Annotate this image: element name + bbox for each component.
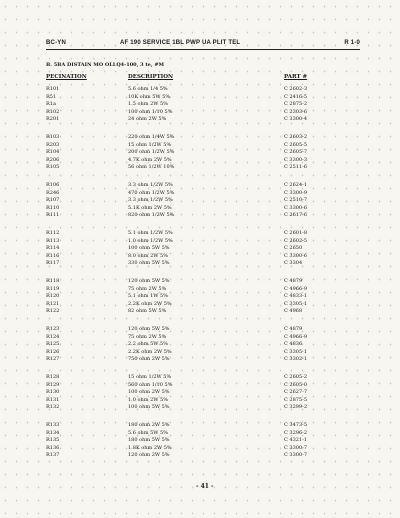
parts-row-part: C 2303-6: [284, 108, 308, 115]
parts-row-desc: 24 ohm 2W 5%: [128, 116, 167, 123]
parts-row-desc: 5.1K ohm 2W 5%: [128, 204, 172, 211]
parts-row-ref: R134: [46, 429, 60, 436]
parts-row-part: C 2602-3: [284, 86, 308, 92]
parts-row: [0, 430, 400, 437]
parts-row-desc: 1.5 ohm 2W 5%: [128, 101, 168, 108]
parts-row-part: C 4879: [284, 326, 303, 332]
parts-row-desc: 220 ohm 1/4W 5%: [128, 134, 175, 140]
parts-row-desc: 120 ohm 5W 5%: [128, 278, 170, 284]
parts-row-part: C 2624-1: [284, 182, 308, 188]
parts-row: [0, 212, 400, 219]
parts-row-part: C 2875-2: [284, 101, 308, 108]
parts-row-desc: 750 ohm 2W 5%: [128, 356, 170, 363]
parts-row-ref: R201: [46, 116, 60, 123]
column-header-part: PART #: [284, 74, 308, 80]
parts-row-ref: R135: [46, 437, 60, 444]
parts-row-part: C 3299-2: [284, 404, 308, 411]
parts-row-part: C 3300-3: [284, 156, 308, 163]
parts-row: [0, 341, 400, 348]
header-rule: [46, 49, 360, 50]
parts-row: [0, 437, 400, 444]
parts-row-desc: 2.2K ohm 2W 5%: [128, 300, 172, 307]
parts-row-ref: R1a: [46, 101, 56, 108]
parts-row-part: C 3300-7: [284, 444, 308, 451]
parts-row: [0, 134, 400, 141]
section-title: B. 5BA DISTAIN MO OLLQ4-100, 3 te, #M: [46, 62, 165, 68]
parts-row-desc: 3.3 ohm 1/2W 5%: [128, 182, 173, 188]
parts-row: [0, 389, 400, 396]
parts-row: [0, 278, 400, 285]
parts-row-ref: R116: [46, 252, 60, 259]
parts-row-part: C 2511-6: [284, 164, 308, 171]
parts-row-part: C 3300-9: [284, 189, 308, 196]
parts-row-part: C 4966-9: [284, 285, 308, 292]
parts-row: [0, 286, 400, 293]
parts-row-desc: 100 ohm 2W 5%: [128, 389, 170, 396]
parts-row: [0, 293, 400, 300]
parts-row-part: C 4966-9: [284, 333, 308, 340]
parts-row: [0, 382, 400, 389]
parts-row-part: C 4833-1: [284, 293, 308, 300]
parts-row: [0, 253, 400, 260]
parts-row-desc: 75 ohm 2W 5%: [128, 285, 167, 292]
parts-row-desc: 820 ohm 1/2W 5%: [128, 212, 175, 219]
parts-row: [0, 356, 400, 363]
parts-row-desc: 1.0 ohm 2W 5%: [128, 396, 168, 403]
parts-row-desc: 56 ohm 1/2W 10%: [128, 164, 175, 171]
parts-row-part: C 4968: [284, 308, 303, 315]
parts-row-ref: R132: [46, 404, 60, 411]
parts-row-ref: R123: [46, 326, 60, 332]
parts-row-ref: R125: [46, 341, 60, 348]
parts-row: [0, 452, 400, 459]
parts-row-part: C 2875-5: [284, 396, 308, 403]
parts-row-desc: 120 ohm 2W 5%: [128, 452, 170, 459]
parts-row-part: C 2605-5: [284, 141, 308, 148]
parts-row-desc: 5.6 ohm 1/4 5%: [128, 86, 168, 92]
parts-row-desc: 180 ohm 2W 5%: [128, 422, 170, 428]
parts-row-desc: 560 ohm 1/10 5%: [128, 381, 173, 388]
parts-row: [0, 109, 400, 116]
parts-row-ref: R112: [46, 230, 60, 236]
parts-row-ref: R119: [46, 285, 60, 292]
parts-row-part: C 3300-6: [284, 204, 308, 211]
parts-row-part: C 2605-7: [284, 149, 308, 156]
parts-row: [0, 182, 400, 189]
parts-row: [0, 349, 400, 356]
parts-row: [0, 197, 400, 204]
header-revision: R 1-0: [344, 40, 360, 46]
parts-row-part: C 3296-2: [284, 429, 308, 436]
parts-row-ref: R51: [46, 93, 57, 100]
parts-row-desc: 3.3 ohm 1/2W 5%: [128, 197, 173, 204]
parts-row-ref: R107: [46, 197, 60, 204]
parts-row-desc: 5.1 ohm 1/2W 5%: [128, 230, 173, 236]
parts-row-part: C 2605-0: [284, 381, 308, 388]
column-header-description: DESCRIPTION: [128, 74, 174, 80]
parts-row: [0, 374, 400, 381]
parts-row-ref: R120: [46, 293, 60, 300]
parts-row-desc: 2.2 ohm 5W 5%: [128, 341, 168, 348]
parts-row: [0, 326, 400, 333]
page-number: - 41 -: [196, 483, 214, 490]
parts-row-part: C 2416-5: [284, 93, 308, 100]
parts-row-ref: R133: [46, 422, 60, 428]
parts-row-desc: 180 ohm 5W 5%: [128, 437, 170, 444]
parts-row-part: C 3304: [284, 260, 303, 267]
parts-row-desc: 8.0 ohm 2W 5%: [128, 252, 168, 259]
parts-row-desc: 15 ohm 1/2W 5%: [128, 141, 172, 148]
parts-row-desc: 100 ohm 1/10 5%: [128, 108, 173, 115]
parts-row: [0, 101, 400, 108]
parts-row-desc: 330 ohm 5W 5%: [128, 260, 170, 267]
parts-row-part: C 3305-1: [284, 348, 308, 355]
parts-row-part: C 2510-7: [284, 197, 308, 204]
parts-row-ref: R130: [46, 389, 60, 396]
parts-row: [0, 142, 400, 149]
parts-row-ref: R246: [46, 189, 60, 196]
parts-row-part: C 3305-1: [284, 300, 308, 307]
parts-row: [0, 397, 400, 404]
parts-row-ref: R117: [46, 260, 60, 267]
parts-row-desc: 120 ohm 5W 5%: [128, 326, 170, 332]
parts-row-part: C 4836: [284, 341, 303, 348]
parts-row-ref: R103: [46, 134, 60, 140]
parts-row: [0, 334, 400, 341]
parts-row-part: C 2617-6: [284, 212, 308, 219]
parts-row: [0, 157, 400, 164]
parts-row-desc: 75 ohm 2W 5%: [128, 333, 167, 340]
parts-row-ref: R129: [46, 381, 60, 388]
parts-row-ref: R206: [46, 156, 60, 163]
parts-row: [0, 116, 400, 123]
parts-row-part: C 2627-7: [284, 389, 308, 396]
parts-row: [0, 86, 400, 93]
parts-row: [0, 445, 400, 452]
parts-row-part: C 2650: [284, 245, 303, 252]
parts-row: [0, 308, 400, 315]
parts-row-ref: R136: [46, 444, 60, 451]
parts-row-part: C 3300-4: [284, 116, 308, 123]
parts-row-ref: R122: [46, 308, 60, 315]
parts-row-part: C 2605-2: [284, 374, 308, 380]
column-header-ref: PECINATION: [46, 74, 87, 80]
parts-row-part: C 3300-6: [284, 252, 308, 259]
parts-row-ref: R113: [46, 237, 60, 244]
parts-row-ref: R102: [46, 108, 60, 115]
parts-row: [0, 230, 400, 237]
parts-row-ref: R111: [46, 212, 60, 219]
parts-row-desc: 5.6 ohm 5W 5%: [128, 429, 168, 436]
parts-row-ref: R114: [46, 245, 60, 252]
parts-row-ref: R118: [46, 278, 60, 284]
parts-row-desc: 82 ohm 5W 5%: [128, 308, 167, 315]
parts-row-part: C 2602-5: [284, 237, 308, 244]
parts-row-ref: R124: [46, 333, 60, 340]
parts-row: [0, 404, 400, 411]
parts-row-ref: R137: [46, 452, 60, 459]
parts-row-part: C 3473-5: [284, 422, 308, 428]
parts-row-part: C 2601-8: [284, 230, 308, 236]
parts-row-desc: 470 ohm 1/2W 5%: [128, 189, 175, 196]
parts-row-ref: R101: [46, 86, 60, 92]
parts-row-ref: R203: [46, 141, 60, 148]
parts-row-desc: 100 ohm 5W 5%: [128, 245, 170, 252]
parts-row: [0, 205, 400, 212]
parts-row-ref: R131: [46, 396, 60, 403]
header-title: AF 190 SERVICE 1BL PWP UA PLIT TEL: [120, 40, 241, 46]
parts-row-part: C 4321-1: [284, 437, 308, 444]
header-model: BC-YN: [46, 40, 66, 46]
parts-row-part: C 3302-1: [284, 356, 308, 363]
parts-row-ref: R127: [46, 356, 60, 363]
parts-row-ref: R105: [46, 164, 60, 171]
parts-row-part: C 3300-7: [284, 452, 308, 459]
parts-row: [0, 422, 400, 429]
parts-row-desc: 1.0 ohm 1/2W 5%: [128, 237, 173, 244]
parts-row-ref: R126: [46, 348, 60, 355]
parts-row-ref: R106: [46, 182, 60, 188]
parts-row: [0, 238, 400, 245]
parts-row: [0, 260, 400, 267]
parts-row-desc: 2.2K ohm 2W 5%: [128, 348, 172, 355]
parts-row: [0, 301, 400, 308]
parts-row-ref: R121: [46, 300, 60, 307]
parts-row: [0, 94, 400, 101]
parts-row-ref: R128: [46, 374, 60, 380]
parts-row-desc: 200 ohm 1/2W 5%: [128, 149, 175, 156]
parts-row-desc: 100 ohm 5W 5%: [128, 404, 170, 411]
parts-row-desc: 4.7K ohm 2W 5%: [128, 156, 172, 163]
parts-row-desc: 1.8K ohm 2W 5%: [128, 444, 172, 451]
parts-row-ref: R110: [46, 204, 60, 211]
parts-row-desc: 5.1 ohm 1W 5%: [128, 293, 168, 300]
parts-row: [0, 245, 400, 252]
parts-row-desc: 15 ohm 1/2W 5%: [128, 374, 172, 380]
parts-row: [0, 190, 400, 197]
parts-row-part: C 4879: [284, 278, 303, 284]
parts-row: [0, 164, 400, 171]
parts-row-ref: R104: [46, 149, 60, 156]
parts-row: [0, 149, 400, 156]
parts-row-part: C 2603-2: [284, 134, 308, 140]
parts-row-desc: 10K ohm 5W 5%: [128, 93, 171, 100]
